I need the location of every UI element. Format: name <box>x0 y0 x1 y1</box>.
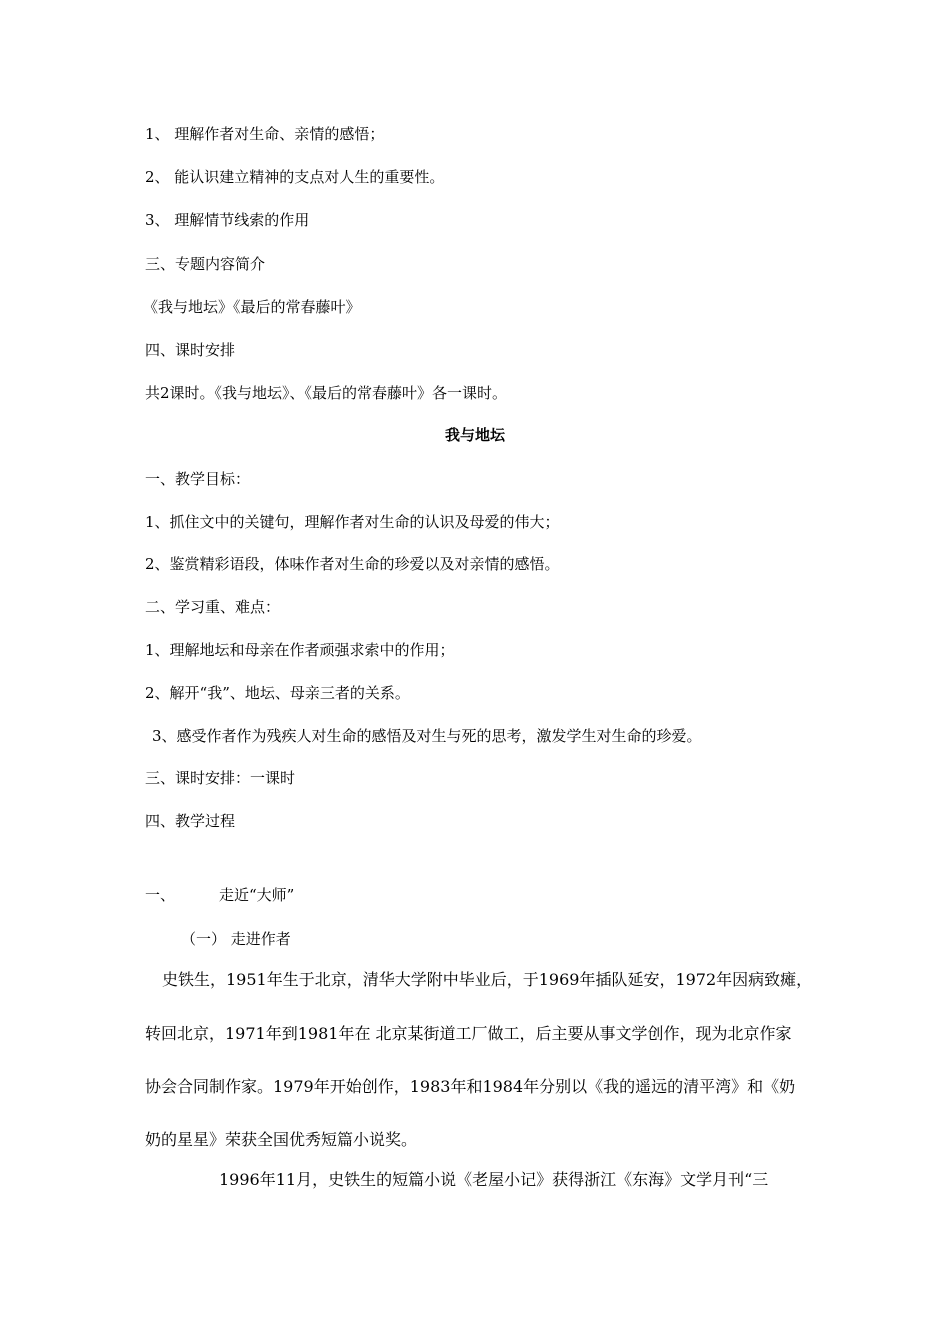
schedule-text: 共2课时。《我与地坛》、《最后的常春藤叶》各一课时。 <box>145 384 508 402</box>
heading-lesson-time: 三、课时安排：一课时 <box>145 769 296 787</box>
goal-item-1: 1、抓住文中的关键句，理解作者对生命的认识及母爱的伟大； <box>145 513 560 531</box>
bio-line-1: 史铁生，1951年生于北京，清华大学附中毕业后，于1969年插队延安，1972年因病致瘫， <box>162 970 813 989</box>
key-point-1: 1、理解地坛和母亲在作者顽强求索中的作用； <box>145 641 455 659</box>
objective-item-3: 3、 理解情节线索的作用 <box>145 211 310 229</box>
objective-item-2: 2、 能认识建立精神的支点对人生的重要性。 <box>145 168 445 186</box>
step-1-number: 一、 <box>145 886 176 904</box>
heading-topic-intro: 三、专题内容简介 <box>145 255 266 273</box>
lesson-title: 我与地坛 <box>444 426 505 444</box>
heading-key-points: 二、学习重、难点： <box>145 598 281 616</box>
bio-line-5: 1996年11月，史铁生的短篇小说《老屋小记》获得浙江《东海》文学月刊“三 <box>219 1170 769 1189</box>
key-point-2: 2、解开“我”、地坛、母亲三者的关系。 <box>145 684 410 702</box>
bio-line-3: 协会合同制作家。1979年开始创作，1983年和1984年分别以《我的遥远的清平湾》和《奶 <box>145 1077 796 1096</box>
objective-item-1: 1、 理解作者对生命、亲情的感悟； <box>145 125 385 143</box>
sub-heading-author: （一） 走进作者 <box>181 930 291 948</box>
bio-line-2: 转回北京，1971年到1981年在 北京某街道工厂做工，后主要从事文学创作，现为北京作家 <box>145 1024 792 1043</box>
bio-line-4: 奶的星星》荣获全国优秀短篇小说奖。 <box>145 1130 418 1149</box>
goal-item-2: 2、鉴赏精彩语段，体味作者对生命的珍爱以及对亲情的感悟。 <box>145 555 560 573</box>
key-point-3: 3、感受作者作为残疾人对生命的感悟及对生与死的思考，激发学生对生命的珍爱。 <box>152 727 702 745</box>
heading-goals: 一、教学目标： <box>145 470 251 488</box>
step-1-text: 走近“大师” <box>219 886 295 904</box>
heading-schedule: 四、课时安排 <box>145 341 236 359</box>
heading-process: 四、教学过程 <box>145 812 236 830</box>
topic-content: 《我与地坛》《最后的常春藤叶》 <box>143 298 361 316</box>
step-1 <box>145 885 294 905</box>
